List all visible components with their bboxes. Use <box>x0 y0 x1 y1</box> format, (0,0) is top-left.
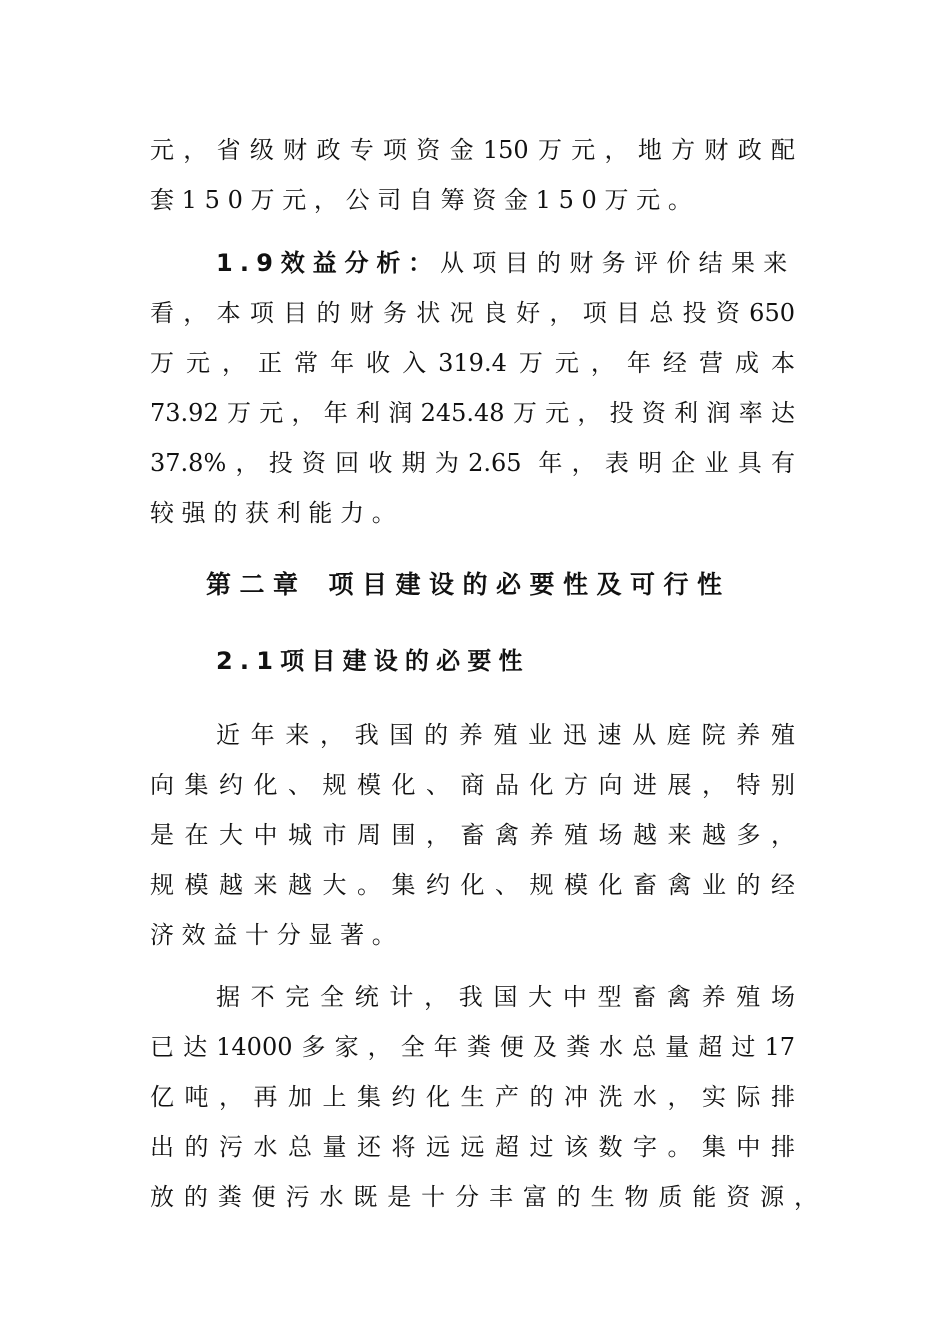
benefit-heading: 1.9效益分析： <box>216 249 441 277</box>
benefit-line-5: 37.8%，投资回收期为2.65 年，表明企业具有 <box>150 449 795 477</box>
benefit-first-line <box>216 246 795 280</box>
paragraph2-line-4: 出的污水总量还将远远超过该数字。集中排 <box>150 1133 795 1161</box>
benefit-line-2: 看，本项目的财务状况良好，项目总投资650 <box>150 299 795 327</box>
chapter-heading <box>206 568 731 602</box>
paragraph1-line-1: 近年来，我国的养殖业迅速从庭院养殖 <box>216 721 795 749</box>
paragraph1-line-2: 向集约化、规模化、商品化方向进展，特别 <box>150 771 795 799</box>
benefit-line-3: 万元，正常年收入319.4万元，年经营成本 <box>150 349 795 377</box>
chapter-title: 项目建设的必要性及可行性 <box>328 570 731 599</box>
funding-line-1: 元，省级财政专项资金150万元，地方财政配 <box>150 136 795 164</box>
paragraph1-line-3: 是在大中城市周围，畜禽养殖场越来越多， <box>150 821 795 849</box>
paragraph2-line-1: 据不完全统计，我国大中型畜禽养殖场 <box>216 983 795 1011</box>
paragraph1-line-4: 规模越来越大。集约化、规模化畜禽业的经 <box>150 871 795 899</box>
funding-line-2: 套150万元，公司自筹资金150万元。 <box>150 186 700 214</box>
section-heading: 2.1项目建设的必要性 <box>216 647 530 675</box>
paragraph2-line-5: 放的粪便污水既是十分丰富的生物质能资源， <box>150 1183 818 1211</box>
benefit-first-line-text: 从项目的财务评价结果来 <box>440 249 795 277</box>
benefit-line-4: 73.92万元，年利润245.48万元，投资利润率达 <box>150 399 795 427</box>
chapter-number: 第二章 <box>206 570 307 599</box>
benefit-line-6: 较强的获利能力。 <box>150 499 404 527</box>
paragraph2-line-2: 已达14000多家，全年粪便及粪水总量超过17 <box>150 1033 795 1061</box>
paragraph1-line-5: 济效益十分显著。 <box>150 921 404 949</box>
paragraph2-line-3: 亿吨，再加上集约化生产的冲洗水，实际排 <box>150 1083 795 1111</box>
